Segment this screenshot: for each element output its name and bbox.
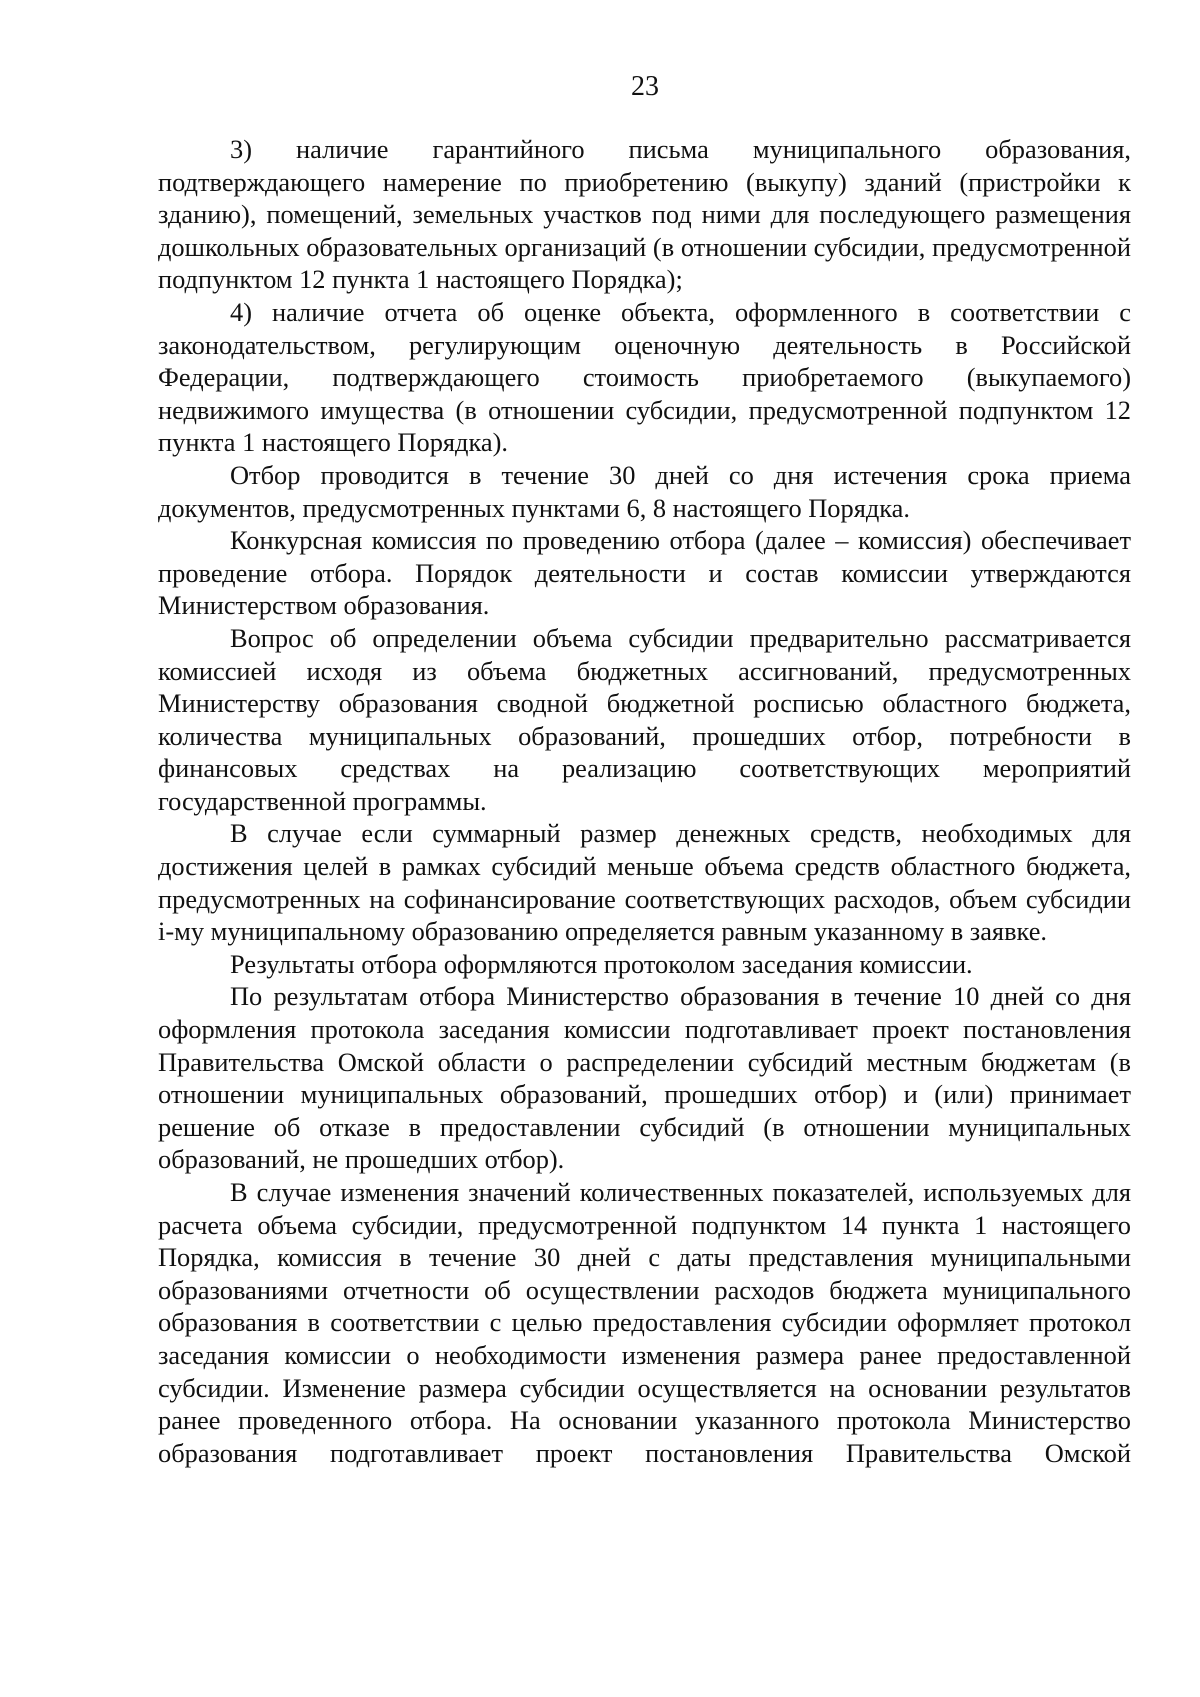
paragraph-subsidy-volume: Вопрос об определении объема субсидии предварительно рассматривается комиссией исходя из объема бюджетных ассигнований, предусмотренных Министерству образования сводной бюджетной росписью областного бюджета, количества муниципальных образований, прошедших отбор, потребности в финансовых средствах на реализацию соответствующих мероприятий государственной программы. bbox=[158, 622, 1131, 816]
paragraph-item-4: 4) наличие отчета об оценке объекта, оформленного в соответствии с законодательством, регулирующим оценочную деятельность в Российской Федерации, подтверждающего стоимость приобретаемого (выкупаемого) недвижимого имущества (в отношении субсидии, предусмотренной подпунктом 12 пункта 1 настоящего Порядка). bbox=[158, 296, 1131, 458]
document-body bbox=[158, 133, 1131, 1469]
paragraph-commission: Конкурсная комиссия по проведению отбора (далее – комиссия) обеспечивает проведение отбора. Порядок деятельности и состав комиссии утверждаются Министерством образования. bbox=[158, 525, 1131, 621]
paragraph-item-3: 3) наличие гарантийного письма муниципального образования, подтверждающего намерение по приобретению (выкупу) зданий (пристройки к зданию), помещений, земельных участков под ними для последующего размещения дошкольных образовательных организаций (в отношении субсидии, предусмотренной подпунктом 12 пункта 1 настоящего Порядка); bbox=[158, 134, 1131, 295]
paragraph-indicators-change: В случае изменения значений количественных показателей, используемых для расчета объема субсидии, предусмотренной подпунктом 14 пункта 1 настоящего Порядка, комиссия в течение 30 дней с даты представления муниципальными образованиями отчетности об осуществлении расходов бюджета муниципального образования в соответствии с целью предоставления субсидии оформляет протокол заседания комиссии о необходимости изменения размера ранее предоставленной субсидии. Изменение размера субсидии осуществляется на основании результатов ранее проведенного отбора. На основании указанного протокола Министерство образования подготавливает проект постановления Правительства Омской bbox=[158, 1177, 1131, 1468]
paragraph-ministry-decision: По результатам отбора Министерство образования в течение 10 дней со дня оформления протокола заседания комиссии подготавливает проект постановления Правительства Омской области о распределении субсидий местным бюджетам (в отношении муниципальных образований, прошедших отбор) и (или) принимает решение об отказе в предоставлении субсидий (в отношении муниципальных образований, не прошедших отбор). bbox=[158, 981, 1131, 1175]
paragraph-results: Результаты отбора оформляются протоколом заседания комиссии. bbox=[230, 948, 973, 979]
page-number: 23 bbox=[631, 71, 659, 102]
paragraph-selection-period: Отбор проводится в течение 30 дней со дня истечения срока приема документов, предусмотренных пунктами 6, 8 настоящего Порядка. bbox=[158, 459, 1131, 523]
paragraph-funds-case: В случае если суммарный размер денежных средств, необходимых для достижения целей в рамках субсидий меньше объема средств областного бюджета, предусмотренных на софинансирование соответствующих расходов, объем субсидии i-му муниципальному образованию определяется равным указанному в заявке. bbox=[158, 818, 1131, 947]
